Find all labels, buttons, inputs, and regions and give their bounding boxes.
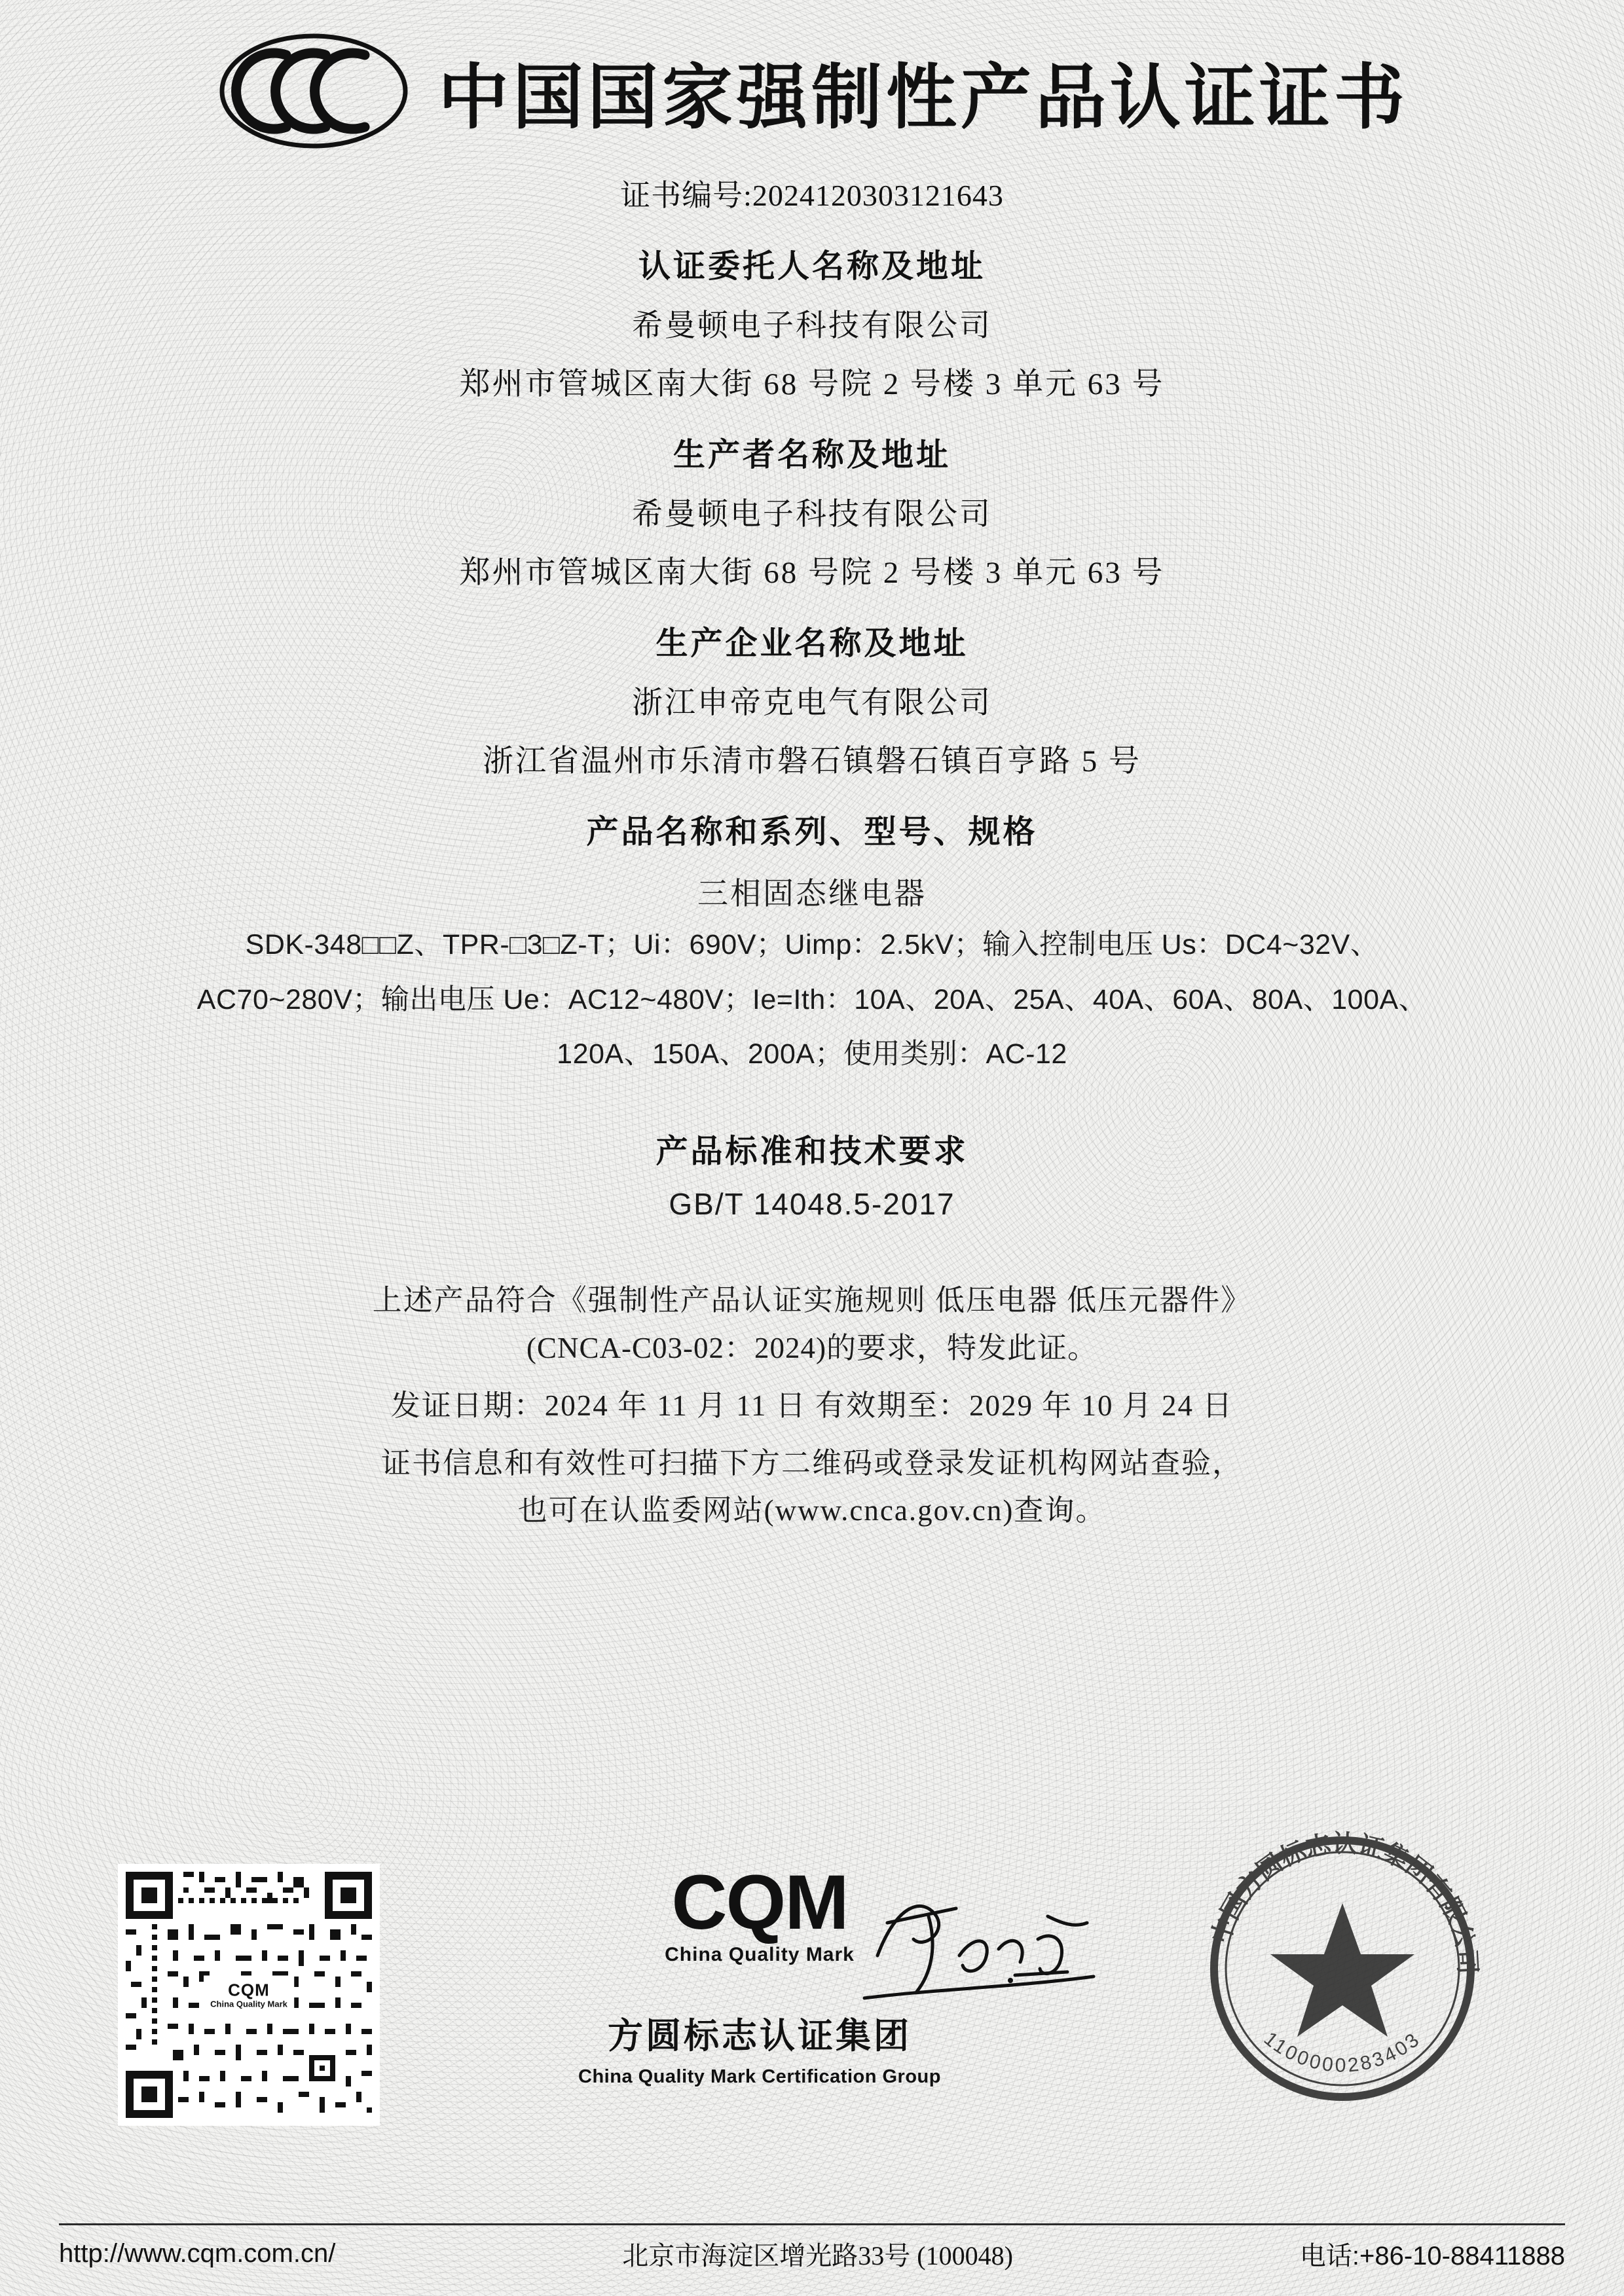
manufacturer-name: 浙江申帝克电气有限公司: [632, 686, 992, 720]
qr-center-word: CQM: [228, 1980, 270, 2000]
section-standard: [39, 1126, 1585, 1222]
manufacturer-address: 浙江省温州市乐清市磐石镇磐石镇百亨路 5 号: [483, 744, 1141, 778]
section-statement: [39, 1277, 1585, 1372]
certificate-footer-block: [39, 1830, 1585, 2178]
applicant-title: 认证委托人名称及地址: [638, 248, 986, 284]
ccc-mark-icon: [215, 29, 412, 153]
qr-code-icon[interactable]: [118, 1864, 380, 2126]
standard-title: 产品标准和技术要求: [655, 1133, 969, 1169]
cqm-subtitle: China Quality Mark: [665, 1944, 855, 1965]
section-product: [39, 807, 1585, 1078]
section-applicant: [39, 241, 1585, 403]
cqm-wordmark: CQM: [671, 1859, 848, 1946]
verification-line-1: 证书信息和有效性可扫描下方二维码或登录发证机构网站查验，: [380, 1446, 1243, 1480]
statement-line-2: (CNCA-C03-02：2024)的要求，特发此证。: [526, 1331, 1098, 1364]
organization-name-en: China Quality Mark Certification Group: [578, 2066, 941, 2087]
applicant-address: 郑州市管城区南大街 68 号院 2 号楼 3 单元 63 号: [459, 367, 1165, 401]
footer-website[interactable]: http://www.cqm.com.cn/: [59, 2239, 336, 2268]
product-spec-line-3: 120A、150A、200A；使用类别：AC-12: [557, 1038, 1067, 1070]
svg-text:1100000283403: 1100000283403: [1259, 2028, 1426, 2077]
section-producer: [39, 429, 1585, 592]
issue-and-expiry-dates: 发证日期：2024 年 11 月 11 日 有效期至：2029 年 10 月 24 日: [390, 1389, 1234, 1422]
producer-address: 郑州市管城区南大街 68 号院 2 号楼 3 单元 63 号: [459, 556, 1165, 590]
footer-divider: [59, 2223, 1565, 2225]
organization-name-cn: 方圆标志认证集团: [608, 2016, 912, 2056]
product-name: 三相固态继电器: [697, 877, 927, 911]
verification-line-2: 也可在认监委网站(www.cnca.gov.cn)查询。: [517, 1493, 1107, 1527]
page-footer: [59, 2235, 1565, 2272]
certificate-number: 证书编号:2024120303121643: [620, 179, 1004, 212]
footer-address: 北京市海淀区增光路33号 (100048): [622, 2241, 1013, 2270]
official-red-seal-icon: [1185, 1812, 1500, 2126]
footer-phone: 电话:+86-10-88411888: [1299, 2242, 1565, 2270]
qr-center-logo: [204, 1976, 294, 2014]
qr-center-sub: China Quality Mark: [210, 1999, 287, 2009]
svg-text:中国方圆标志认证集团有限公司: 中国方圆标志认证集团有限公司: [1207, 1830, 1481, 1975]
section-manufacturer: [39, 618, 1585, 780]
certificate-header: [39, 0, 1585, 153]
product-spec-line-1: SDK-348□□Z、TPR-□3□Z-T；Ui：690V；Uimp：2.5kV；输入控制电压 Us：DC4~32V、: [245, 929, 1379, 960]
statement-line-1: 上述产品符合《强制性产品认证实施规则 低压电器 低压元器件》: [372, 1283, 1252, 1317]
manufacturer-title: 生产企业名称及地址: [655, 625, 969, 661]
page-title: 中国国家强制性产品认证证书: [437, 59, 1409, 137]
verification-notice: [39, 1440, 1585, 1534]
product-title: 产品名称和系列、型号、规格: [586, 814, 1038, 850]
standard-value: GB/T 14048.5-2017: [669, 1186, 955, 1221]
producer-name: 希曼顿电子科技有限公司: [632, 498, 992, 532]
product-spec-line-2: AC70~280V；输出电压 Ue：AC12~480V；Ie=Ith：10A、20A、25A、40A、60A、80A、100A、: [196, 983, 1428, 1015]
handwritten-signature-icon: [851, 1877, 1126, 2028]
applicant-name: 希曼顿电子科技有限公司: [632, 309, 992, 343]
producer-title: 生产者名称及地址: [673, 437, 951, 473]
